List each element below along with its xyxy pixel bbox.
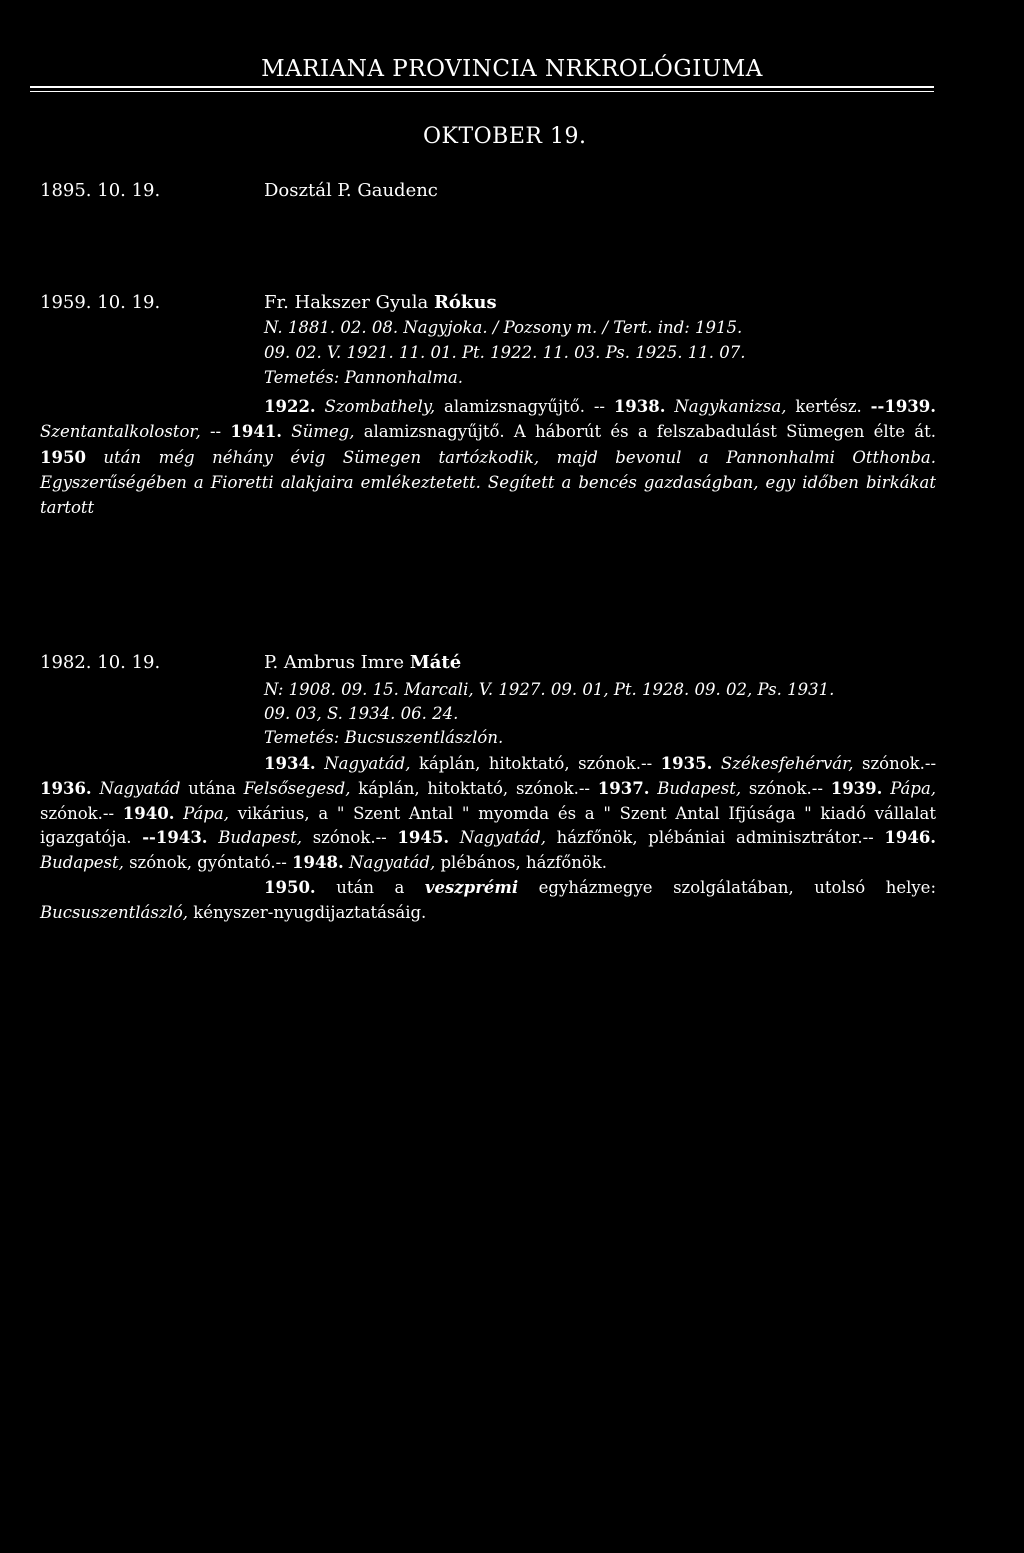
entry-vitals-line: 09. 02. V. 1921. 11. 01. Pt. 1922. 11. 03. Ps. 1925. 11. 07.	[264, 343, 746, 362]
entry-name: P. Ambrus Imre Máté	[264, 652, 462, 673]
entry-burial: Temetés: Pannonhalma.	[264, 368, 464, 387]
entry-biography: 1922. Szombathely, alamizsnagyűjtő. -- 1938. Nagykanizsa, kertész. --1939. Szentantalkolostor, -- 1941. Sümeg, alamizsnagyűjtő. A háborút és a felszabadulást Sümegen élte át. 1950 után még néhány évig Sümegen tartózkodik, majd bevonul a Pannonhalmi Otthonba. Egyszerűségében a Fioretti alakjaira emlékeztetett. Segített a bencés gazdaságban, egy időben birkákat tartott	[40, 397, 937, 518]
entry-date: 1895. 10. 19.	[40, 180, 161, 201]
page-header-title: MARIANA PROVINCIA NRKROLÓGIUMA	[261, 56, 763, 82]
entry-name: Fr. Hakszer Gyula Rókus	[264, 292, 497, 313]
entry-date: 1982. 10. 19.	[40, 652, 161, 673]
entry-name: Dosztál P. Gaudenc	[264, 180, 438, 201]
header-rule	[30, 86, 934, 94]
entry-vitals-line: N. 1881. 02. 08. Nagyjoka. / Pozsony m. / Tert. ind: 1915.	[264, 318, 743, 337]
entry-burial: Temetés: Bucsuszentlászlón.	[264, 728, 504, 747]
entry-vitals-line: 09. 03, S. 1934. 06. 24.	[264, 704, 459, 723]
entry-vitals-line: N: 1908. 09. 15. Marcali, V. 1927. 09. 01, Pt. 1928. 09. 02, Ps. 1931.	[264, 680, 835, 699]
month-heading: OKTOBER 19.	[423, 124, 587, 149]
entry-date: 1959. 10. 19.	[40, 292, 161, 313]
entry-biography: 1934. Nagyatád, káplán, hitoktató, szónok.-- 1935. Székesfehérvár, szónok.-- 1936. Nagyatád utána Felsősegesd, káplán, hitoktató, szónok.-- 1937. Budapest, szónok.-- 1939. Pápa, szónok.-- 1940. Pápa, vikárius, a " Szent Antal " myomda és a " Szent Antal Ifjúsága " kiadó vállalat igazgatója. --1943. Budapest, szónok.-- 1945. Nagyatád, házfőnök, plébániai adminisztrátor.-- 1946. Budapest, szónok, gyóntató.-- 1948. Nagyatád, plébános, házfőnök. 1950. után a veszprémi egyházmegye szolgálatában, utolsó helye: Bucsuszentlászló, kényszer-nyugdijaztatásáig.	[40, 754, 937, 922]
